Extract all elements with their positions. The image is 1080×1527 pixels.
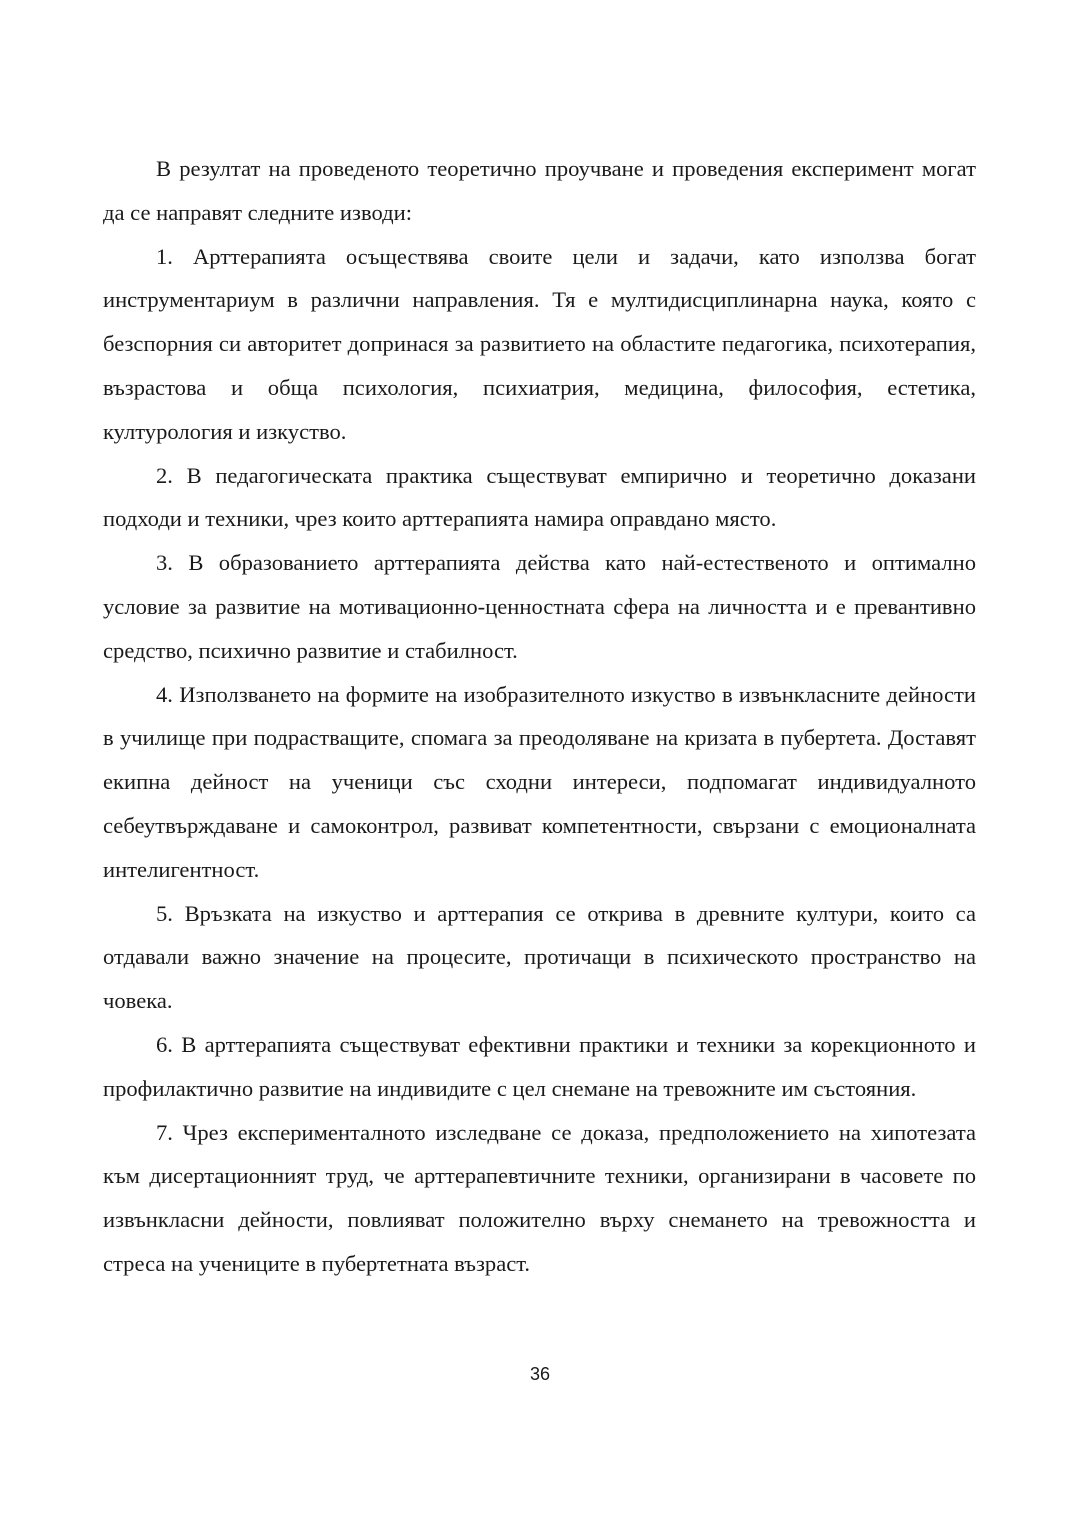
page-number: 36 xyxy=(529,1364,551,1384)
conclusion-item-6: 6. В арттерапията съществуват ефективни практики и техники за корекционното и профилактично развитие на индивидите с цел снемане на тревожните им състояния. xyxy=(103,1031,976,1101)
conclusion-item-1: 1. Арттерапията осъществява своите цели и задачи, като използва богат инструментариум в различни направления. Тя е мултидисциплинарна наука, която с безспорния си авторитет допринася за развитието на областите педагогика, психотерапия, възрастова и обща психология, психиатрия, медицина, философия, естетика, културология и изкуство. xyxy=(103,243,976,444)
conclusion-item-4: 4. Използването на формите на изобразителното изкуство в извънкласните дейности в училище при подрастващите, спомага за преодоляване на кризата в пубертета. Доставят екипна дейност на ученици със сходни интереси, подпомагат индивидуалното себеутвърждаване и самоконтрол, развиват компетентности, свързани с емоционалната интелигентност. xyxy=(103,681,976,882)
document-body xyxy=(103,147,976,1286)
conclusion-item-7: 7. Чрез експерименталното изследване се доказа, предположението на хипотезата към дисертационният труд, че арттерапевтичните техники, организирани в часовете по извънкласни дейности, повлияват положително върху снемането на тревожността и стреса на учениците в пубертетната възраст. xyxy=(103,1119,976,1276)
conclusion-item-2: 2. В педагогическата практика съществуват емпирично и теоретично доказани подходи и техники, чрез които арттерапията намира оправдано място. xyxy=(103,462,976,532)
conclusion-item-3: 3. В образованието арттерапията действа като най-естественото и оптимално условие за развитие на мотивационно-ценностната сфера на личността и е превантивно средство, психично развитие и стабилност. xyxy=(103,550,976,663)
conclusion-item-5: 5. Връзката на изкуство и арттерапия се открива в древните култури, които са отдавали важно значение на процесите, протичащи в психическото пространство на човека. xyxy=(103,900,976,1014)
intro-paragraph: В резултат на проведеното теоретично проучване и проведения експеримент могат да се направят следните изводи: xyxy=(103,156,976,225)
